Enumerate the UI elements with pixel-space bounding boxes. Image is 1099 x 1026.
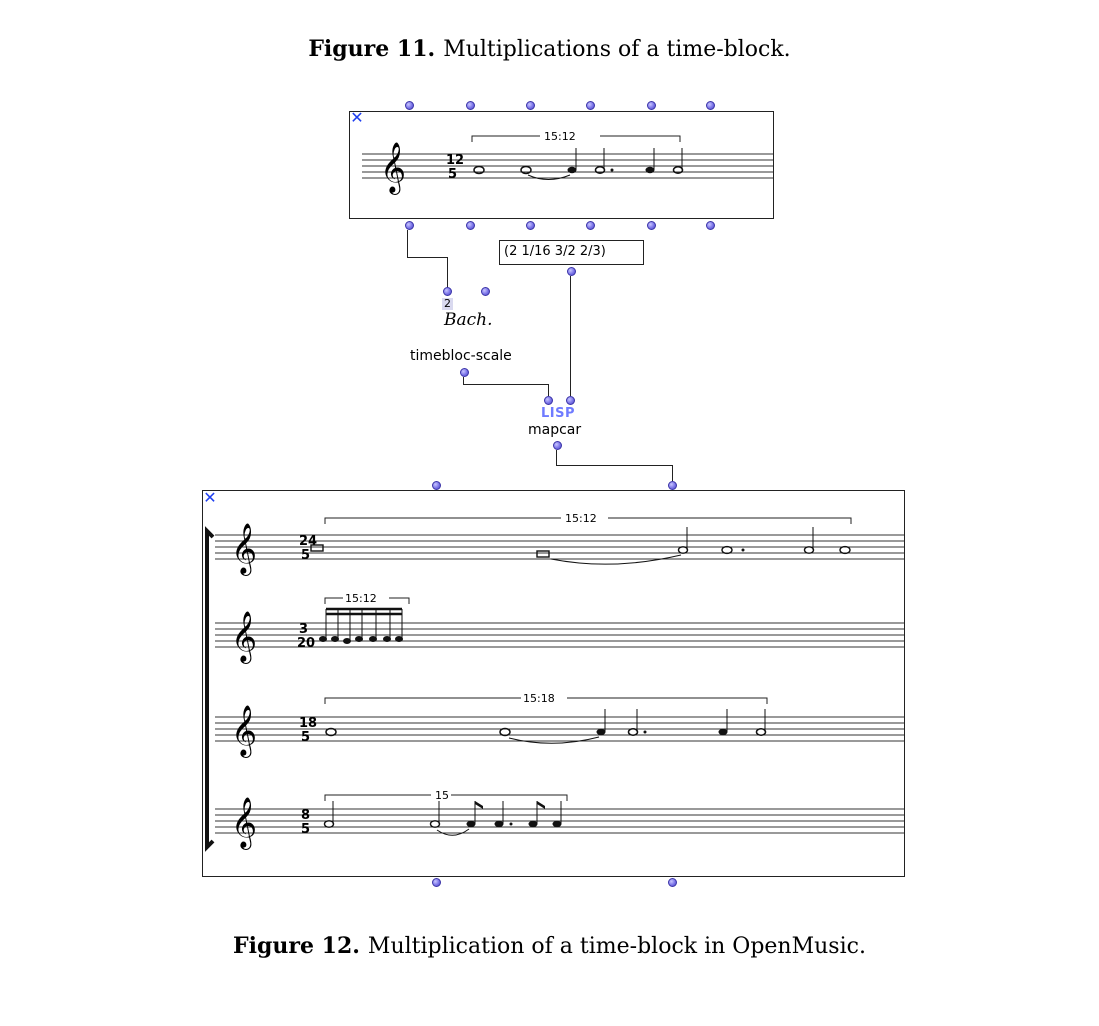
list-outlet[interactable]	[567, 267, 576, 276]
outlet[interactable]	[432, 878, 441, 887]
list-input-box[interactable]	[499, 240, 644, 265]
inlet[interactable]	[566, 396, 575, 405]
wire	[463, 384, 548, 385]
time-sig-den: 5	[301, 548, 311, 563]
wire	[548, 384, 549, 396]
inlet[interactable]	[586, 101, 595, 110]
list-input-value: (2 1/16 3/2 2/3)	[504, 244, 606, 259]
time-sig-den: 5	[448, 167, 458, 182]
time-sig-den: 5	[301, 730, 311, 745]
figure-11-caption	[0, 36, 1099, 62]
outlet[interactable]	[460, 368, 469, 377]
outlet[interactable]	[405, 221, 414, 230]
inlet[interactable]	[405, 101, 414, 110]
bottom-score-box[interactable]	[202, 490, 905, 877]
figure-12-label: Figure 12.	[233, 933, 360, 959]
close-icon[interactable]: ✕	[203, 488, 217, 507]
time-sig-den: 20	[297, 636, 316, 651]
outlet[interactable]	[586, 221, 595, 230]
outlet[interactable]	[526, 221, 535, 230]
inlet[interactable]	[481, 287, 490, 296]
time-sig-num: 18	[299, 716, 318, 731]
inlet[interactable]	[466, 101, 475, 110]
outlet[interactable]	[553, 441, 562, 450]
top-score-box[interactable]	[349, 108, 774, 219]
wire	[447, 257, 448, 288]
figure-11-label: Figure 11.	[308, 36, 436, 62]
tuplet-label: 15:18	[523, 692, 555, 705]
outlet[interactable]	[668, 878, 677, 887]
treble-clef-icon: 𝄞	[231, 611, 258, 662]
wire	[407, 230, 408, 257]
wire	[556, 465, 672, 466]
inlet[interactable]	[668, 481, 677, 490]
timebloc-scale-label: timebloc-scale	[410, 348, 512, 364]
tuplet-label: 15:12	[345, 592, 377, 605]
inlet[interactable]	[544, 396, 553, 405]
figure-11-text: Multiplications of a time-block.	[443, 37, 791, 62]
bach-icon[interactable]	[440, 298, 494, 334]
treble-clef-icon: 𝄞	[231, 797, 258, 848]
figure-12-caption	[0, 933, 1099, 959]
inlet[interactable]	[432, 481, 441, 490]
wire	[556, 450, 557, 465]
inlet[interactable]	[706, 101, 715, 110]
time-sig-num: 8	[301, 808, 311, 823]
time-sig-num: 3	[299, 622, 309, 637]
inlet[interactable]	[443, 287, 452, 296]
wire	[672, 465, 673, 481]
bottom-score-staves	[203, 488, 904, 876]
treble-clef-icon: 𝄞	[231, 523, 258, 574]
outlet[interactable]	[466, 221, 475, 230]
lisp-icon[interactable]: LISP	[541, 406, 576, 421]
treble-clef-icon: 𝄞	[380, 142, 407, 193]
tuplet-label: 15	[435, 789, 449, 802]
bach-signature: Bach.	[444, 310, 493, 330]
figure-12-text: Multiplication of a time-block in OpenMusic.	[367, 934, 866, 959]
wire	[463, 377, 464, 384]
time-sig-num: 12	[446, 153, 465, 168]
outlet[interactable]	[706, 221, 715, 230]
bach-number: 2	[444, 297, 451, 310]
top-score-staff	[350, 108, 773, 218]
time-sig-num: 24	[299, 534, 318, 549]
outlet[interactable]	[647, 221, 656, 230]
wire	[407, 257, 447, 258]
inlet[interactable]	[647, 101, 656, 110]
tuplet-label: 15:12	[565, 512, 597, 525]
inlet[interactable]	[526, 101, 535, 110]
treble-clef-icon: 𝄞	[231, 705, 258, 756]
mapcar-label: mapcar	[528, 422, 582, 438]
wire	[570, 276, 571, 396]
close-icon[interactable]: ✕	[350, 108, 364, 127]
time-sig-den: 5	[301, 822, 311, 837]
tuplet-label: 15:12	[544, 130, 576, 143]
